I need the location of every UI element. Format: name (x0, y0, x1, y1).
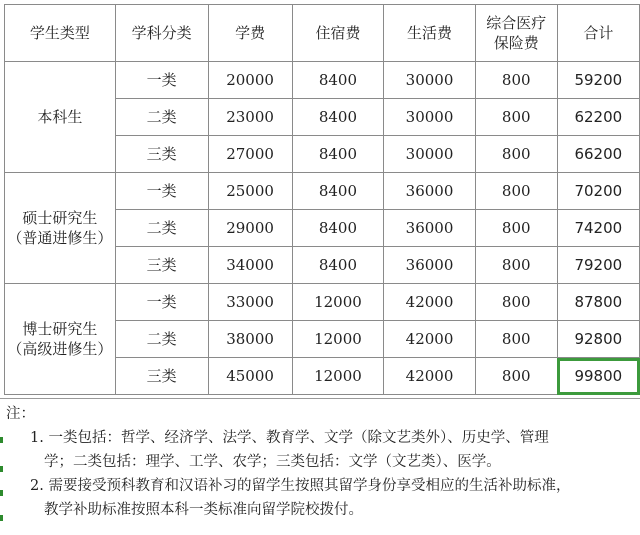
student-type-label: （高级进修生） (7, 340, 113, 358)
tuition-cell[interactable]: 27000 (208, 136, 292, 173)
dorm-cell[interactable]: 12000 (292, 284, 384, 321)
total-cell[interactable]: 59200 (557, 62, 639, 99)
cell-marker (0, 466, 3, 472)
insurance-cell[interactable]: 800 (475, 173, 557, 210)
living-cell[interactable]: 36000 (384, 173, 476, 210)
student-type-cell[interactable] (5, 62, 116, 173)
living-cell[interactable]: 36000 (384, 247, 476, 284)
header-total[interactable]: 合计 (557, 5, 639, 62)
insurance-cell[interactable]: 800 (475, 99, 557, 136)
header-dorm[interactable]: 住宿费 (292, 5, 384, 62)
category-cell[interactable]: 三类 (115, 358, 208, 395)
student-type-cell[interactable] (5, 284, 116, 395)
student-type-label: 博士研究生 (22, 320, 98, 338)
insurance-cell[interactable]: 800 (475, 321, 557, 358)
header-row (5, 5, 640, 62)
notes-title[interactable]: 注： (6, 406, 35, 422)
insurance-cell[interactable]: 800 (475, 136, 557, 173)
header-tuition[interactable]: 学费 (208, 5, 292, 62)
category-cell[interactable]: 二类 (115, 210, 208, 247)
total-cell[interactable]: 87800 (557, 284, 639, 321)
header-insurance-line1: 综合医疗 (486, 14, 547, 32)
total-cell[interactable]: 99800 (557, 358, 639, 395)
tuition-cell[interactable]: 33000 (208, 284, 292, 321)
dorm-cell[interactable]: 12000 (292, 358, 384, 395)
dorm-cell[interactable]: 8400 (292, 99, 384, 136)
note-1-line-1[interactable]: 1. 一类包括：哲学、经济学、法学、教育学、文学（除文艺类外）、历史学、管理 (30, 430, 549, 446)
tuition-cell[interactable]: 25000 (208, 173, 292, 210)
student-type-cell[interactable] (5, 173, 116, 284)
dorm-cell[interactable]: 12000 (292, 321, 384, 358)
tuition-cell[interactable]: 45000 (208, 358, 292, 395)
living-cell[interactable]: 42000 (384, 321, 476, 358)
living-cell[interactable]: 30000 (384, 99, 476, 136)
header-student-type[interactable]: 学生类型 (5, 5, 116, 62)
header-insurance[interactable] (475, 5, 557, 62)
total-cell[interactable]: 74200 (557, 210, 639, 247)
sheet-row-divider (0, 398, 640, 399)
category-cell[interactable]: 三类 (115, 247, 208, 284)
tuition-cell[interactable]: 20000 (208, 62, 292, 99)
dorm-cell[interactable]: 8400 (292, 210, 384, 247)
total-cell[interactable]: 92800 (557, 321, 639, 358)
tuition-cell[interactable]: 29000 (208, 210, 292, 247)
table-row (5, 62, 640, 99)
insurance-cell[interactable]: 800 (475, 358, 557, 395)
cell-marker (0, 515, 3, 521)
student-type-label: 本科生 (37, 108, 83, 126)
fee-table (4, 4, 640, 395)
student-type-label: （普通进修生） (7, 229, 113, 247)
cell-marker (0, 437, 3, 443)
total-cell[interactable]: 62200 (557, 99, 639, 136)
dorm-cell[interactable]: 8400 (292, 136, 384, 173)
category-cell[interactable]: 三类 (115, 136, 208, 173)
header-living[interactable]: 生活费 (384, 5, 476, 62)
note-2-line-1[interactable]: 2. 需要接受预科教育和汉语补习的留学生按照其留学身份享受相应的生活补助标准， (30, 478, 571, 494)
dorm-cell[interactable]: 8400 (292, 62, 384, 99)
table-row (5, 173, 640, 210)
tuition-cell[interactable]: 23000 (208, 99, 292, 136)
total-cell[interactable]: 79200 (557, 247, 639, 284)
dorm-cell[interactable]: 8400 (292, 247, 384, 284)
notes-block (0, 402, 636, 522)
category-cell[interactable]: 二类 (115, 321, 208, 358)
category-cell[interactable]: 一类 (115, 284, 208, 321)
tuition-cell[interactable]: 34000 (208, 247, 292, 284)
student-type-label: 硕士研究生 (22, 209, 98, 227)
insurance-cell[interactable]: 800 (475, 247, 557, 284)
total-cell[interactable]: 70200 (557, 173, 639, 210)
header-subject-category[interactable]: 学科分类 (115, 5, 208, 62)
tuition-cell[interactable]: 38000 (208, 321, 292, 358)
note-1-line-2[interactable]: 学；二类包括：理学、工学、农学；三类包括：文学（文艺类）、医学。 (44, 454, 501, 470)
dorm-cell[interactable]: 8400 (292, 173, 384, 210)
category-cell[interactable]: 一类 (115, 173, 208, 210)
table-row (5, 284, 640, 321)
insurance-cell[interactable]: 800 (475, 62, 557, 99)
category-cell[interactable]: 一类 (115, 62, 208, 99)
living-cell[interactable]: 30000 (384, 62, 476, 99)
header-insurance-line2: 保险费 (493, 34, 539, 52)
category-cell[interactable]: 二类 (115, 99, 208, 136)
living-cell[interactable]: 36000 (384, 210, 476, 247)
living-cell[interactable]: 42000 (384, 284, 476, 321)
insurance-cell[interactable]: 800 (475, 284, 557, 321)
cell-marker (0, 490, 3, 496)
living-cell[interactable]: 42000 (384, 358, 476, 395)
note-2-line-2[interactable]: 教学补助标准按照本科一类标准向留学院校拨付。 (44, 502, 363, 518)
living-cell[interactable]: 30000 (384, 136, 476, 173)
total-cell[interactable]: 66200 (557, 136, 639, 173)
insurance-cell[interactable]: 800 (475, 210, 557, 247)
